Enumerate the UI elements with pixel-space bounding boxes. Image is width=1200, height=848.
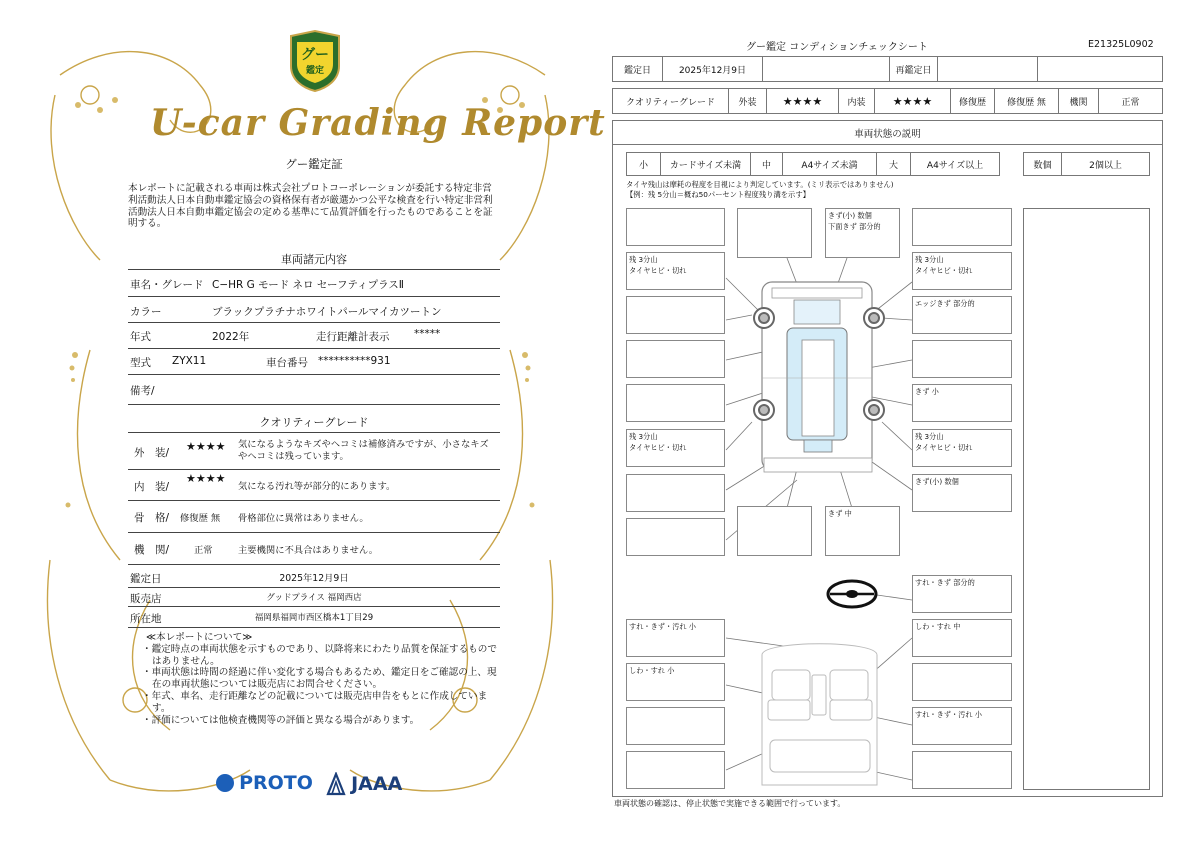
- spec-mileage-label: 走行距離計表示: [316, 331, 390, 343]
- sheet-footer-note: 車両状態の確認は、停止状態で実施できる範囲で行っています。: [614, 799, 846, 808]
- frame-label: 骨 格/: [134, 512, 170, 524]
- note-item: ・評価については他検査機関等の評価と異なる場合があります。: [142, 714, 420, 726]
- note-item: ・鑑定時点の車両状態を示すものであり、以降将来にわたり品質を保証するものではありません。: [142, 643, 497, 667]
- engine-value: 正常: [194, 545, 213, 556]
- callout-box: [626, 340, 725, 378]
- callout-box: [626, 518, 725, 556]
- spec-name-value: C−HR G モード ネロ セーフティプラスⅡ: [212, 279, 404, 291]
- grade-repair-value: 修復歴 無: [995, 89, 1059, 113]
- info-shop-label: 販売店: [130, 593, 162, 605]
- spec-model-value: ZYX11: [172, 355, 207, 367]
- info-addr-label: 所在地: [130, 613, 162, 625]
- spec-chassis-label: 車台番号: [266, 357, 308, 369]
- spec-mileage-value: *****: [414, 328, 441, 340]
- notes-column: [1023, 208, 1150, 790]
- steering-wheel-icon: [828, 581, 876, 607]
- engine-text: 主要機関に不具合はありません。: [238, 545, 379, 556]
- spec-name-label: 車名・グレード: [130, 279, 204, 291]
- callout-box: [737, 506, 812, 556]
- info-addr-value: 福岡県福岡市西区橋本1丁目29: [254, 613, 374, 623]
- spec-chassis-value: **********931: [318, 355, 391, 367]
- cert-title: グー鑑定証: [285, 157, 343, 171]
- legend-count-desc: 2個以上: [1089, 160, 1122, 171]
- sheet-title: グー鑑定 コンディションチェックシート: [746, 42, 928, 53]
- grade-engine-value: 正常: [1121, 97, 1140, 108]
- date-label: 鑑定日: [613, 57, 663, 81]
- callout-box: すれ・きず・汚れ 小: [626, 619, 725, 657]
- spec-title: 車両諸元内容: [281, 253, 347, 266]
- cert-text: 本レポートに記載される車両は株式会社プロトコーポレーションが委託する特定非営利活動法人日本自動車鑑定協会の資格保有者が厳選かつ公平な検査を行い特定非営利活動法人日本自動車鑑定協会の定める基準にて品質評価を行ったものであることを証明する。: [128, 183, 493, 230]
- spec-year-label: 年式: [130, 331, 151, 343]
- legend-small: 小: [627, 153, 661, 175]
- callout-box: [912, 208, 1012, 246]
- legend-medium: 中: [751, 153, 783, 175]
- callout-box: きず 中: [825, 506, 900, 556]
- callout-box: きず 小: [912, 384, 1012, 422]
- interior-label: 内 装/: [134, 481, 170, 493]
- redate-value: [938, 57, 1038, 81]
- spec-year-value: 2022年: [212, 331, 250, 343]
- spec-color-label: カラー: [130, 306, 162, 318]
- jaaa-logo-text: JAAA: [351, 773, 403, 795]
- exterior-label: 外 装/: [134, 447, 170, 459]
- info-date-value: 2025年12月9日: [279, 573, 349, 584]
- grade-int-label: 内装: [839, 89, 875, 113]
- tire-note-2: 【例：残 5分山＝概ね50パーセント程度残り溝を示す】: [626, 190, 810, 199]
- callout-box: 残 3分山 タイヤヒビ・切れ: [912, 252, 1012, 290]
- doc-id: E21325L0902: [1088, 39, 1154, 50]
- callout-box: エッジきず 部分的: [912, 296, 1012, 334]
- report-title: U-car Grading Report: [150, 102, 606, 144]
- grade-repair-label: 修復歴: [951, 89, 995, 113]
- legend-large: 大: [877, 153, 911, 175]
- grade-ext-label: 外装: [729, 89, 767, 113]
- exterior-text: 気になるようなキズやヘコミは補修済みですが、小さなキズやヘコミは残っています。: [238, 439, 489, 462]
- tire-note-1: タイヤ残山は摩耗の程度を目視により判定しています。(ミリ表示ではありません): [626, 180, 894, 189]
- callout-box: しわ・すれ 中: [912, 619, 1012, 657]
- car-top-view: [762, 282, 872, 472]
- interior-text: 気になる汚れ等が部分的にあります。: [238, 481, 396, 492]
- count-legend: [1023, 152, 1150, 176]
- note-item: ・年式、車名、走行距離などの記載については販売店申告をもとに作成しています。: [142, 690, 488, 714]
- condition-title-divider: [612, 144, 1163, 145]
- badge-bottom-text: 鑑定: [305, 66, 324, 76]
- badge-top-text: グー: [301, 47, 329, 63]
- redate-label: 再鑑定日: [890, 57, 938, 81]
- callout-box: 残 3分山 タイヤヒビ・切れ: [626, 252, 725, 290]
- callout-box: [737, 208, 812, 258]
- spec-color-value: ブラックプラチナホワイトパールマイカツートン: [212, 306, 442, 318]
- info-date-label: 鑑定日: [130, 573, 162, 585]
- notes-title: ≪本レポートについて≫: [146, 632, 253, 643]
- callout-box: [626, 296, 725, 334]
- legend-medium-desc: A4サイズ未満: [783, 153, 877, 175]
- callout-box: すれ・きず 部分的: [912, 575, 1012, 613]
- legend-large-desc: A4サイズ以上: [926, 160, 984, 171]
- date-value: 2025年12月9日: [663, 57, 763, 81]
- callout-box: [626, 384, 725, 422]
- callout-box: [626, 751, 725, 789]
- callout-box: [626, 208, 725, 246]
- grade-row: [612, 88, 1163, 114]
- callout-box: [912, 663, 1012, 701]
- size-legend: [626, 152, 1000, 176]
- callout-box: [626, 474, 725, 512]
- callout-box: きず(小) 数個: [912, 474, 1012, 512]
- callout-box: きず(小) 数個 下面きず 部分的: [825, 208, 900, 258]
- quality-title: クオリティーグレード: [259, 416, 369, 429]
- engine-label: 機 関/: [134, 544, 170, 556]
- info-shop-value: グッドプライス 福岡西店: [266, 593, 362, 603]
- legend-small-desc: カードサイズ未満: [661, 153, 751, 175]
- spec-model-label: 型式: [130, 357, 151, 369]
- interior-seats-diagram: [762, 644, 877, 785]
- callout-box: 残 3分山 タイヤヒビ・切れ: [626, 429, 725, 467]
- date-empty: [763, 57, 890, 81]
- callout-box: [626, 707, 725, 745]
- condition-title: 車両状態の説明: [854, 129, 921, 140]
- spec-remarks-label: 備考/: [130, 385, 155, 397]
- frame-text: 骨格部位に異常はありません。: [238, 513, 369, 524]
- grade-engine-label: 機関: [1059, 89, 1099, 113]
- grade-int-stars: ★★★★: [875, 89, 951, 113]
- grade-ext-stars: ★★★★: [767, 89, 839, 113]
- callout-box: しわ・すれ 小: [626, 663, 725, 701]
- frame-value: 修復歴 無: [180, 513, 221, 524]
- legend-count: 数個: [1024, 153, 1062, 175]
- callout-box: [912, 751, 1012, 789]
- exterior-stars: ★★★★: [186, 440, 226, 453]
- date-row: [612, 56, 1163, 82]
- callout-box: [912, 340, 1012, 378]
- grade-label: クオリティーグレード: [613, 89, 729, 113]
- callout-box: 残 3分山 タイヤヒビ・切れ: [912, 429, 1012, 467]
- note-item: ・車両状態は時間の経過に伴い変化する場合もあるため、鑑定日をご確認の上、現在の車両状態については販売店にお問合せください。: [142, 667, 497, 691]
- callout-box: すれ・きず・汚れ 小: [912, 707, 1012, 745]
- proto-logo-text: PROTO: [239, 772, 313, 794]
- interior-stars: ★★★★: [186, 472, 226, 485]
